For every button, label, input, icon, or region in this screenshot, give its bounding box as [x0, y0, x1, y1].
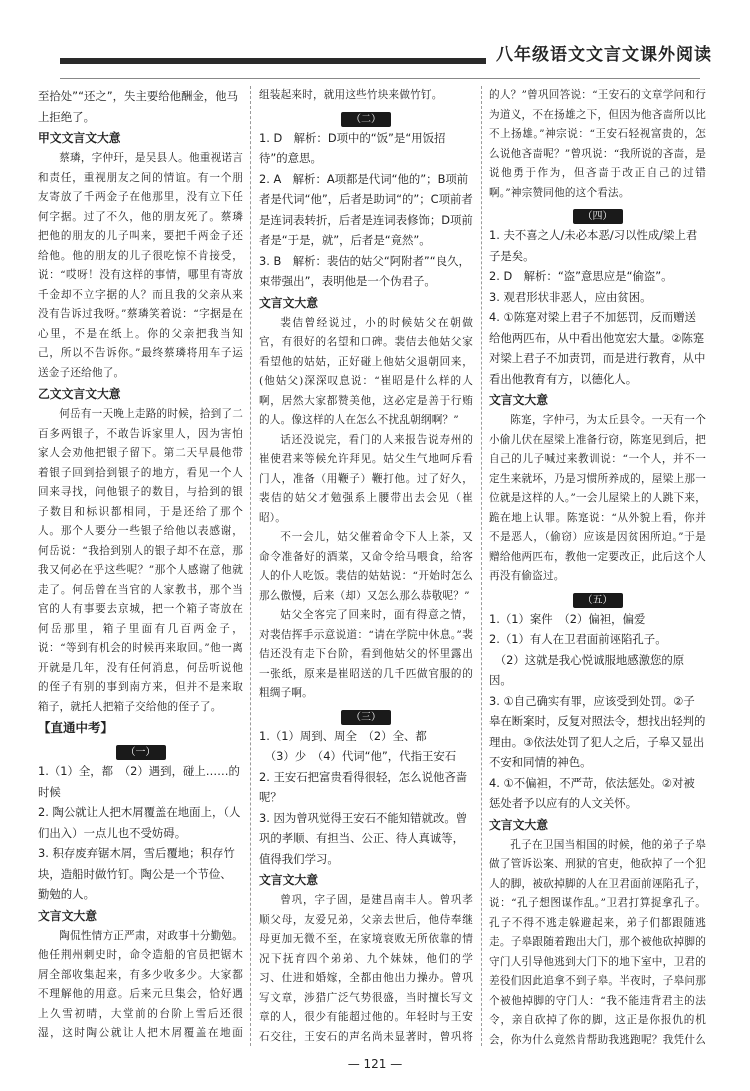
section-heading: 文言文大意 — [489, 393, 548, 407]
section-heading: 文言文大意 — [259, 295, 318, 310]
translation-paragraph: 孔子在卫国当相国的时候，他的弟子子皋做了管诉讼案、刑狱的官吏，他砍掉了一个犯人的脚，被砍掉脚的人在卫君面前诬陷孔子，说：“孔子想图谋作乱。”卫君打算捉拿孔子。孔子不得不逃走躲避起来，弟子们都跟随逃走。子皋跟随着跑出大门，那个被他砍掉脚的守门人引导他逃到大门下的地下室中，卫君的差役们因此追拿不到子皋。半夜时，子皋问那个被他掉脚的守门人：“我不能违背君主的法令，亲自砍掉了你的脚，这正是你报仇的机会，你为什么竟然肯帮助我逃跑呢？我凭什么 — [489, 838, 706, 1046]
page-number: — 121 — — [347, 1057, 403, 1071]
answer-item: 3. B 解析：裴佶的姑父“阿附者”“良久，束带强出”，表明他是一个伪君子。 — [259, 253, 470, 288]
answer-item: 3. ①自己确实有罪，应该受到处罚。②子皋在断案时，反复对照法令，想找出轻判的理由。③依法处罚了犯人之后，子皋又显出不安和同情的神色。 — [489, 693, 706, 769]
header-title: 八年级语文文言文课外阅读 — [486, 44, 712, 66]
section-badge-row — [38, 739, 243, 761]
section-heading: 文言文大意 — [38, 908, 97, 923]
answer-item: 2. D 解析：“盗”意思应是“偷盗”。 — [489, 269, 673, 283]
section-badge-row — [489, 587, 706, 609]
answer-item: 3. 因为曾巩觉得王安石不能知错就改。曾巩的孝顺、有担当、公正、待人真诚等，值得我们学习。 — [259, 810, 468, 866]
column-left — [38, 86, 243, 1046]
section-badge-row — [489, 203, 706, 225]
answer-item: 2. 陶公就让人把木屑覆盖在地面上，（人们出入）一点儿也不受妨碍。 — [38, 805, 241, 840]
answer-item: 2. A 解析：A项都是代词“他的”；B项前者是代词“他”，后者是助词“的”；C项前者是连词表转折，后者是连词表修饰；D项前者是“于是，就”，后者是“竟然”。 — [259, 171, 473, 247]
translation-paragraph: 组装起来时，就用这些竹块来做竹钉。 — [259, 89, 443, 101]
answer-item: 3. 观君形状非恶人，应由贫困。 — [489, 289, 652, 304]
section-heading: 【直通中考】 — [38, 720, 114, 735]
answer-item: 4. ①不偏袒，不严苛，依法惩处。②对被惩处者予以应有的人文关怀。 — [489, 775, 695, 810]
translation-paragraph: 姑父全客完了回来时，面有得意之情，对裴佶挥手示意说道：“请在学院中休息。”裴佶还没有走下台阶，看到他姑父的怀里露出一张纸，原来是崔昭送的几千匹做官服的的粗绸子啊。 — [259, 609, 473, 699]
section-heading: 甲文文言文大意 — [38, 131, 121, 145]
section-badge-row — [259, 704, 473, 726]
column-middle — [259, 86, 473, 1046]
translation-paragraph: 裴佶曾经说过，小的时候姑父在朝做官，有很好的名望和口碑。裴佶去他姑父家看望他的姑姑，正好碰上他姑父退朝回来，(他姑父)深深叹息说：“崔昭是什么样的人啊，居然大家都赞美他，这必定是善于行贿的人。像这样的人在怎么不扰乱朝纲啊？” — [259, 316, 473, 426]
section-badge: （三） — [341, 710, 391, 725]
column-divider — [481, 86, 482, 1046]
section-heading: 文言文大意 — [489, 817, 548, 832]
translation-paragraph: 陈寔，字仲弓，为太丘县令。一天有一个小偷儿伏在屋梁上准备行窃，陈寔见到后，把自己的儿子喊过来教训说：“一个人，并不一定生来就坏，乃是习惯所养成的，屋梁上那一位就是这样的人。”一会儿屋梁上的人跳下来，跪在地上认罪。陈寔说：“从外貌上看，你并不是恶人，（偷窃）应该是因贫困所迫。”于是赠给他两匹布，教他一定要改正，此后这个人再没有偷盗过。 — [489, 414, 706, 582]
answer-item: 2.（1）有人在卫君面前诬陷孔子。 — [489, 632, 667, 646]
section-badge: （四） — [573, 209, 623, 224]
translation-paragraph: 蔡璘，字仲玕，是吴县人。他重视诺言和责任，重视朋友之间的情谊。有一个朋友寄放了千两金子在他那里，没有立下任何字据。过了不久，他的朋友死了。蔡璘把他的朋友的儿子叫来，要把千两金子还给他。他的朋友的儿子很吃惊不肯接受，说：“哎呀！没有这样的事情，哪里有寄放千金却不立字据的人？而且我的父亲从来没有告诉过我呀。”蔡璘笑着说：“字据是在心里，不是在纸上。你的父亲把我当知己，所以不告诉你。”最终蔡璘将用车子运送金子还给他了。 — [38, 152, 243, 379]
section-badge: （一） — [116, 745, 166, 760]
translation-paragraph: 陶侃性情方正严肃，对政事十分勤勉。他任荆州刺史时，命令造船的官员把锯木屑全部收集起来，有多少收多少。大家都不理解他的用意。后来元旦集会，恰好遇上久雪初晴，大堂前的台阶上雪后还很湿，这时陶公就让人把木屑覆盖在地面 — [38, 929, 243, 1039]
section-heading: 文言文大意 — [259, 873, 318, 887]
answer-item: 1.（1）周到、周全 （2）全、都 — [259, 728, 427, 743]
translation-paragraph: 曾巩，字子固，是建昌南丰人。曾巩孝顺父母，友爱兄弟，父亲去世后，他侍奉继母更加无微不至，在家境衰败无所依靠的情况下抚育四个弟弟、九个妹妹，他们的学习、仕进和婚嫁，全都由他出力操办。曾巩写文章，涉猎广泛气势很盛，当时擅长写文章的人，很少有能超过他的。年轻时与王安石交往，王安石的声名尚未显著时，曾巩将 — [259, 894, 473, 1043]
answer-item: 1.（1）全，都 （2）遇到，碰上……的时候 — [38, 764, 240, 799]
section-badge-row — [259, 106, 473, 128]
column-right — [489, 86, 706, 1046]
section-badge: （五） — [573, 593, 623, 608]
answer-item: 至拾处”“还之”，失主要给他酬金，他马上拒绝了。 — [38, 89, 238, 124]
answer-item: （2）这就是我心悦诚服地感激您的原因。 — [489, 652, 685, 687]
running-header — [0, 0, 750, 90]
answer-item: 1.（1）案件 （2）偏袒，偏爱 — [489, 611, 646, 626]
answer-item: 4. ①陈寔对梁上君子不加惩罚，反而赠送给他两匹布，从中看出他宽宏大量。②陈寔对梁上君子不加责罚，而是进行教育，从中看出他教育有方，以德化人。 — [489, 310, 706, 386]
answer-item: 1. D 解析：D项中的“饭”是“用饭招待”的意思。 — [259, 130, 446, 165]
section-badge: （二） — [341, 112, 391, 127]
answer-item: 1. 夫不喜之人/未必本恶/习以性成/梁上君子是矣。 — [489, 228, 698, 263]
section-heading: 乙文文言文大意 — [38, 387, 121, 401]
answer-columns — [38, 86, 706, 1046]
answer-item: 2. 王安石把富贵看得很轻，怎么说他吝啬呢？ — [259, 769, 468, 804]
answer-item: 3. 积存废弃锯木屑，雪后覆地；积存竹块，造船时做竹钉。陶公是一个节俭、勤勉的人。 — [38, 846, 235, 901]
answer-item: （3）少 （4）代词“他”，代指王安石 — [259, 749, 457, 763]
translation-paragraph: 何岳有一天晚上走路的时候，拾到了二百多两银子，不敢告诉家里人，因为害怕家人会劝他把银子留下。第二天早晨他带着银子回到拾到银子的地方，看见一个人回来寻找，问他银子的数目，与拾到的银子数目和标识都相同，于是还给了那个人。那个人要分一些银子给他以表感谢，何岳说：“我拾到别人的银子却不在意，那我又何必在乎这些呢？”那个人感谢了他就走了。何岳曾在当官的人家教书，那个当官的人有事要去京城，把一个箱子寄放在何岳那里，箱子里面有几百两金子，说：“等到有机会的时候再来取回。”他一离开就是几年，没有任何消息，何岳听说他的侄子有别的事到南方来，但并不是来取箱子，就托人把箱子交给他的侄子了。 — [38, 408, 243, 713]
translation-paragraph: 话还没说完，看门的人来报告说寿州的崔使君来等候允许拜见。姑父生气地呵斥看门人，准备（用鞭子）鞭打他。过了好久，裴佶的姑父才勉强系上腰带出去会见（崔昭）。 — [259, 433, 473, 524]
translation-paragraph: 的人？”曾巩回答说：“王安石的文章学问和行为道义，不在扬雄之下，但因为他吝啬所以比不上扬雄。”神宗说：“王安石轻视富贵的，怎么说他吝啬呢？”曾巩说：“我所说的吝啬，是说他勇于作为，但吝啬于改正自己的过错啊。”神宗赞同他的这个看法。 — [489, 89, 706, 199]
header-rule — [60, 78, 700, 79]
translation-paragraph: 不一会儿，姑父催着命令下人上茶，又命令准备好的酒菜，又命令给马喂食，给客人的仆人吃饭。裴佶的姑姑说：“开始时怎么那么傲慢，后来（却）又怎么那么恭敬呢？” — [259, 531, 473, 602]
column-divider — [250, 86, 251, 1046]
